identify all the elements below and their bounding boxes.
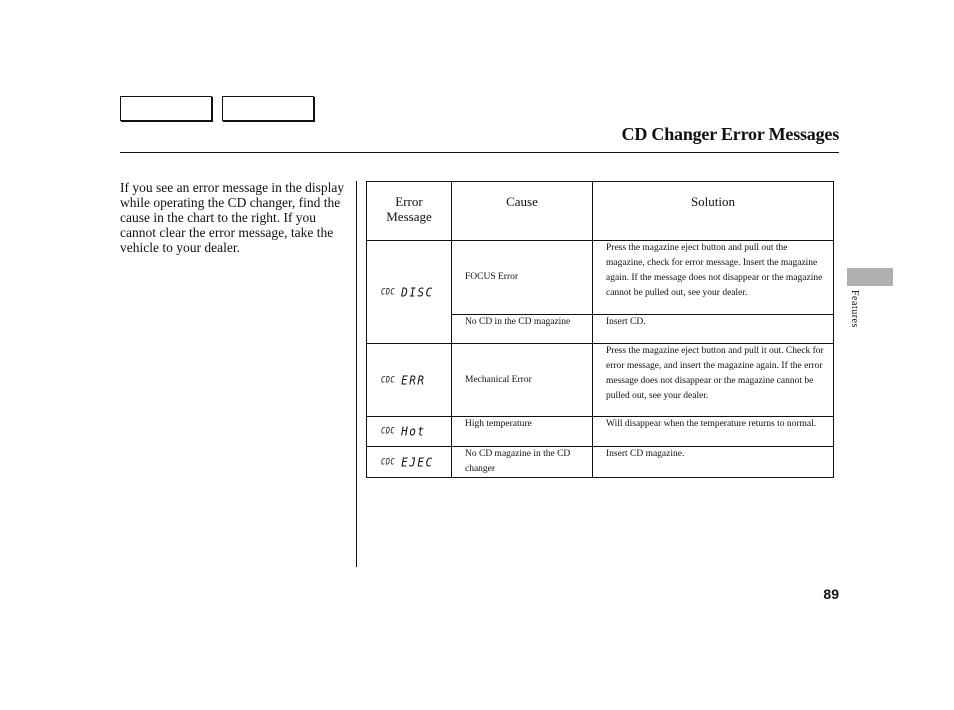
table-header-row	[367, 182, 834, 241]
cause-cell: High temperature	[452, 417, 593, 447]
header-cause: Cause	[452, 182, 593, 241]
table-row	[367, 344, 834, 417]
error-code-cell	[367, 417, 452, 447]
header-solution: Solution	[593, 182, 834, 241]
lcd-display	[381, 424, 426, 439]
cause-cell: Mechanical Error	[452, 344, 593, 417]
lcd-code: Hot	[401, 424, 426, 439]
section-tab-marker	[847, 268, 893, 286]
cause-cell: No CD in the CD magazine	[452, 315, 593, 344]
error-message-table	[366, 181, 834, 478]
title-divider	[120, 152, 839, 153]
section-tab-label: Features	[849, 290, 860, 328]
solution-cell: Press the magazine eject button and pull out the magazine, check for error message. Insert the magazine again. If the message does not disappear or the magazine cannot be pulled out, see your dealer.	[593, 241, 834, 315]
error-code-cell	[367, 447, 452, 478]
lcd-code: ERR	[401, 372, 426, 388]
lcd-prefix: CDC	[381, 425, 396, 437]
lcd-display	[381, 373, 426, 388]
lcd-display	[381, 455, 434, 470]
table-row	[367, 417, 834, 447]
intro-paragraph: If you see an error message in the display while operating the CD changer, find the cause in the chart to the right. If you cannot clear the error message, take the vehicle to your dealer.	[120, 180, 345, 255]
solution-cell: Will disappear when the temperature returns to normal.	[593, 417, 834, 447]
header-error-message: Error Message	[367, 182, 452, 241]
nav-box-previous[interactable]	[120, 96, 212, 121]
solution-cell: Insert CD magazine.	[593, 447, 834, 478]
cause-cell: FOCUS Error	[452, 241, 593, 315]
column-divider	[356, 181, 357, 567]
lcd-code: DISC	[401, 284, 434, 300]
solution-cell: Insert CD.	[593, 315, 834, 344]
cause-cell: No CD magazine in the CD changer	[452, 447, 593, 478]
lcd-prefix: CDC	[381, 374, 396, 385]
lcd-display	[381, 285, 434, 300]
lcd-prefix: CDC	[381, 456, 396, 467]
lcd-code: EJEC	[401, 454, 434, 470]
page-number: 89	[823, 586, 839, 602]
lcd-prefix: CDC	[381, 286, 396, 297]
table-row	[367, 241, 834, 315]
nav-box-next[interactable]	[222, 96, 314, 121]
solution-cell: Press the magazine eject button and pull it out. Check for error message, and insert the magazine again. If the error message does not disappear or the magazine cannot be pulled out, see your dealer.	[593, 344, 834, 417]
error-code-cell	[367, 241, 452, 344]
table-row	[367, 447, 834, 478]
error-code-cell	[367, 344, 452, 417]
page-title: CD Changer Error Messages	[621, 124, 839, 144]
